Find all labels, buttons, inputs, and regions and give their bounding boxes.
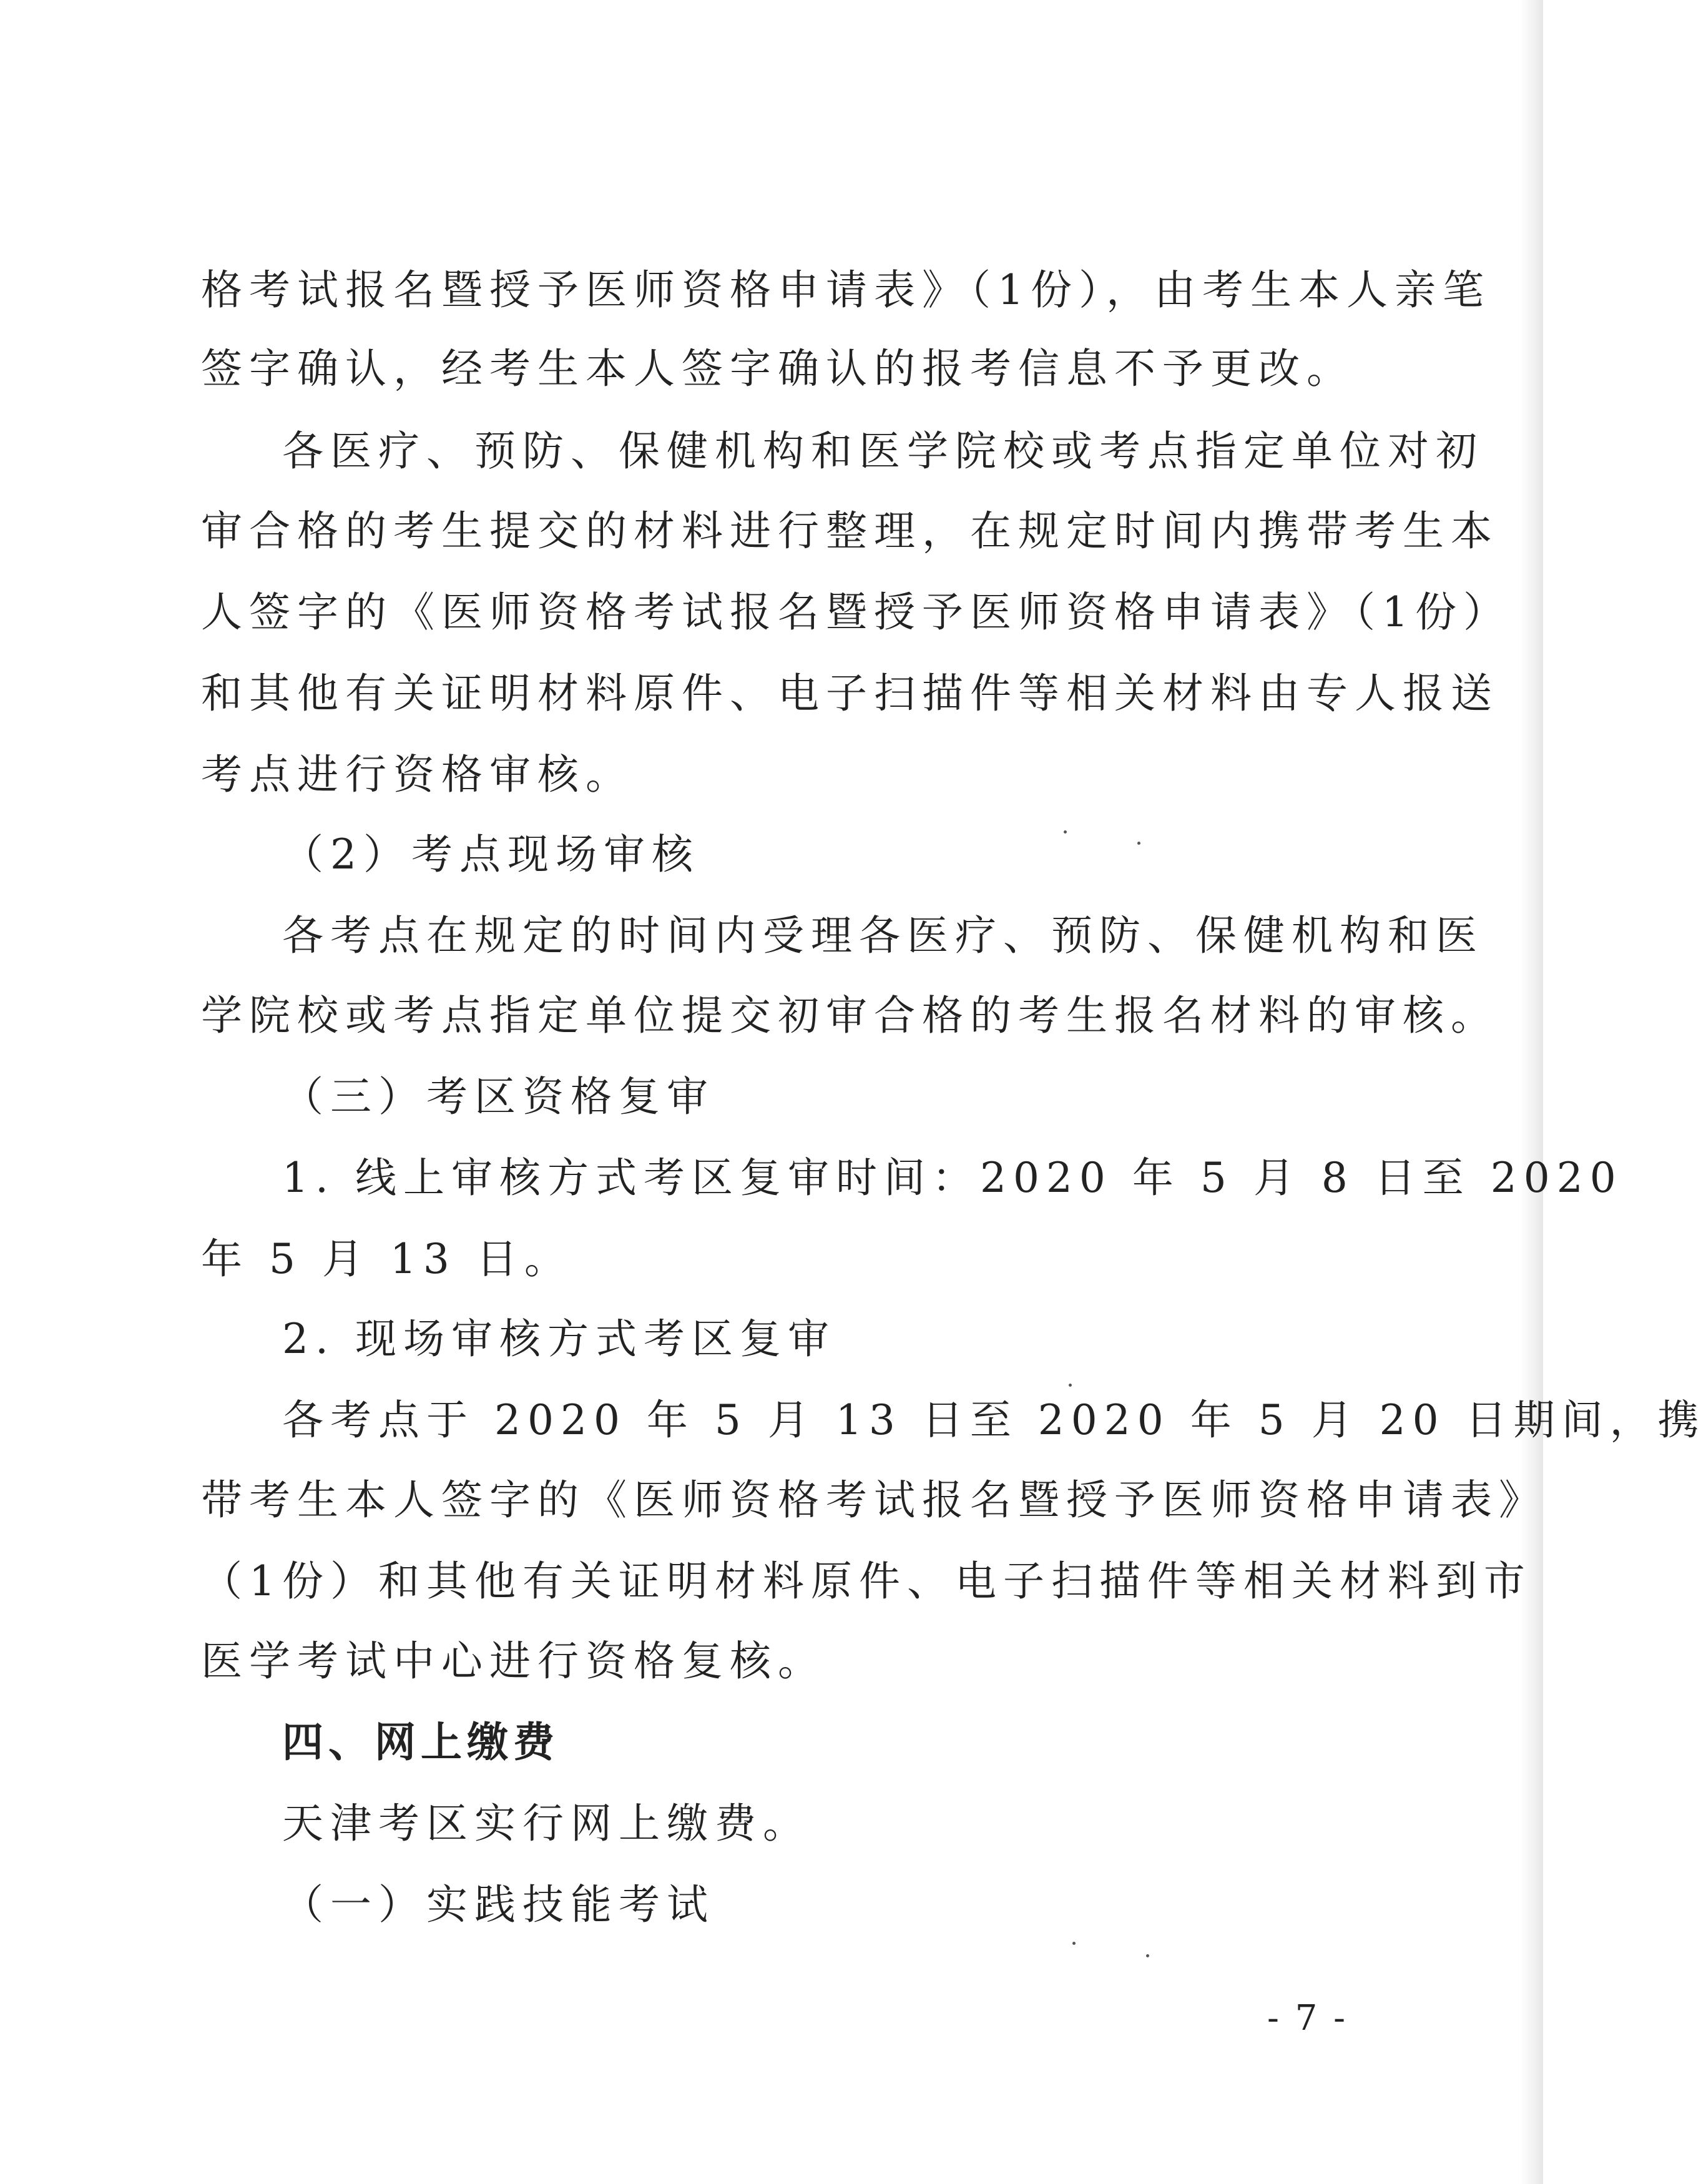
- chapter-heading: 四、网上缴费: [282, 1718, 559, 1766]
- body-line: 和其他有关证明材料原件、电子扫描件等相关材料由专人报送: [201, 669, 1499, 717]
- scan-speck: [1146, 1954, 1149, 1957]
- body-line: 考点进行资格审核。: [201, 750, 634, 799]
- page-number: - 7 -: [1267, 1998, 1348, 2039]
- scan-speck: [1069, 1384, 1072, 1387]
- section-heading: （一）实践技能考试: [282, 1881, 715, 1929]
- body-line: 格考试报名暨授予医师资格申请表》（1份），由考生本人亲笔: [201, 266, 1491, 314]
- body-line: 带考生本人签字的《医师资格考试报名暨授予医师资格申请表》: [201, 1476, 1547, 1524]
- body-line: 签字确认，经考生本人签字确认的报考信息不予更改。: [201, 345, 1355, 393]
- body-line: （1份）和其他有关证明材料原件、电子扫描件等相关材料到市: [201, 1557, 1532, 1605]
- body-line: 天津考区实行网上缴费。: [282, 1799, 811, 1847]
- body-line: 学院校或考点指定单位提交初审合格的考生报名材料的审核。: [201, 991, 1499, 1040]
- scan-speck: [1072, 1942, 1076, 1945]
- body-line: 年 5 月 13 日。: [201, 1235, 572, 1283]
- scan-speck: [1064, 830, 1067, 834]
- body-line: 人签字的《医师资格考试报名暨授予医师资格申请表》（1份）: [201, 588, 1511, 636]
- scan-speck: [1137, 842, 1140, 845]
- body-line: 各医疗、预防、保健机构和医学院校或考点指定单位对初: [282, 427, 1484, 475]
- body-line: 医学考试中心进行资格复核。: [201, 1637, 826, 1685]
- scan-edge-shadow: [1521, 0, 1543, 2184]
- subheading: 2. 现场审核方式考区复审: [282, 1315, 836, 1363]
- section-heading: （三）考区资格复审: [282, 1073, 715, 1121]
- subheading: （2）考点现场审核: [282, 830, 700, 878]
- body-line: 各考点在规定的时间内受理各医疗、预防、保健机构和医: [282, 912, 1484, 960]
- body-line: 1. 线上审核方式考区复审时间：2020 年 5 月 8 日至 2020: [282, 1154, 1623, 1202]
- body-line: 各考点于 2020 年 5 月 13 日至 2020 年 5 月 20 日期间，携: [282, 1396, 1706, 1444]
- body-line: 审合格的考生提交的材料进行整理，在规定时间内携带考生本: [201, 507, 1499, 555]
